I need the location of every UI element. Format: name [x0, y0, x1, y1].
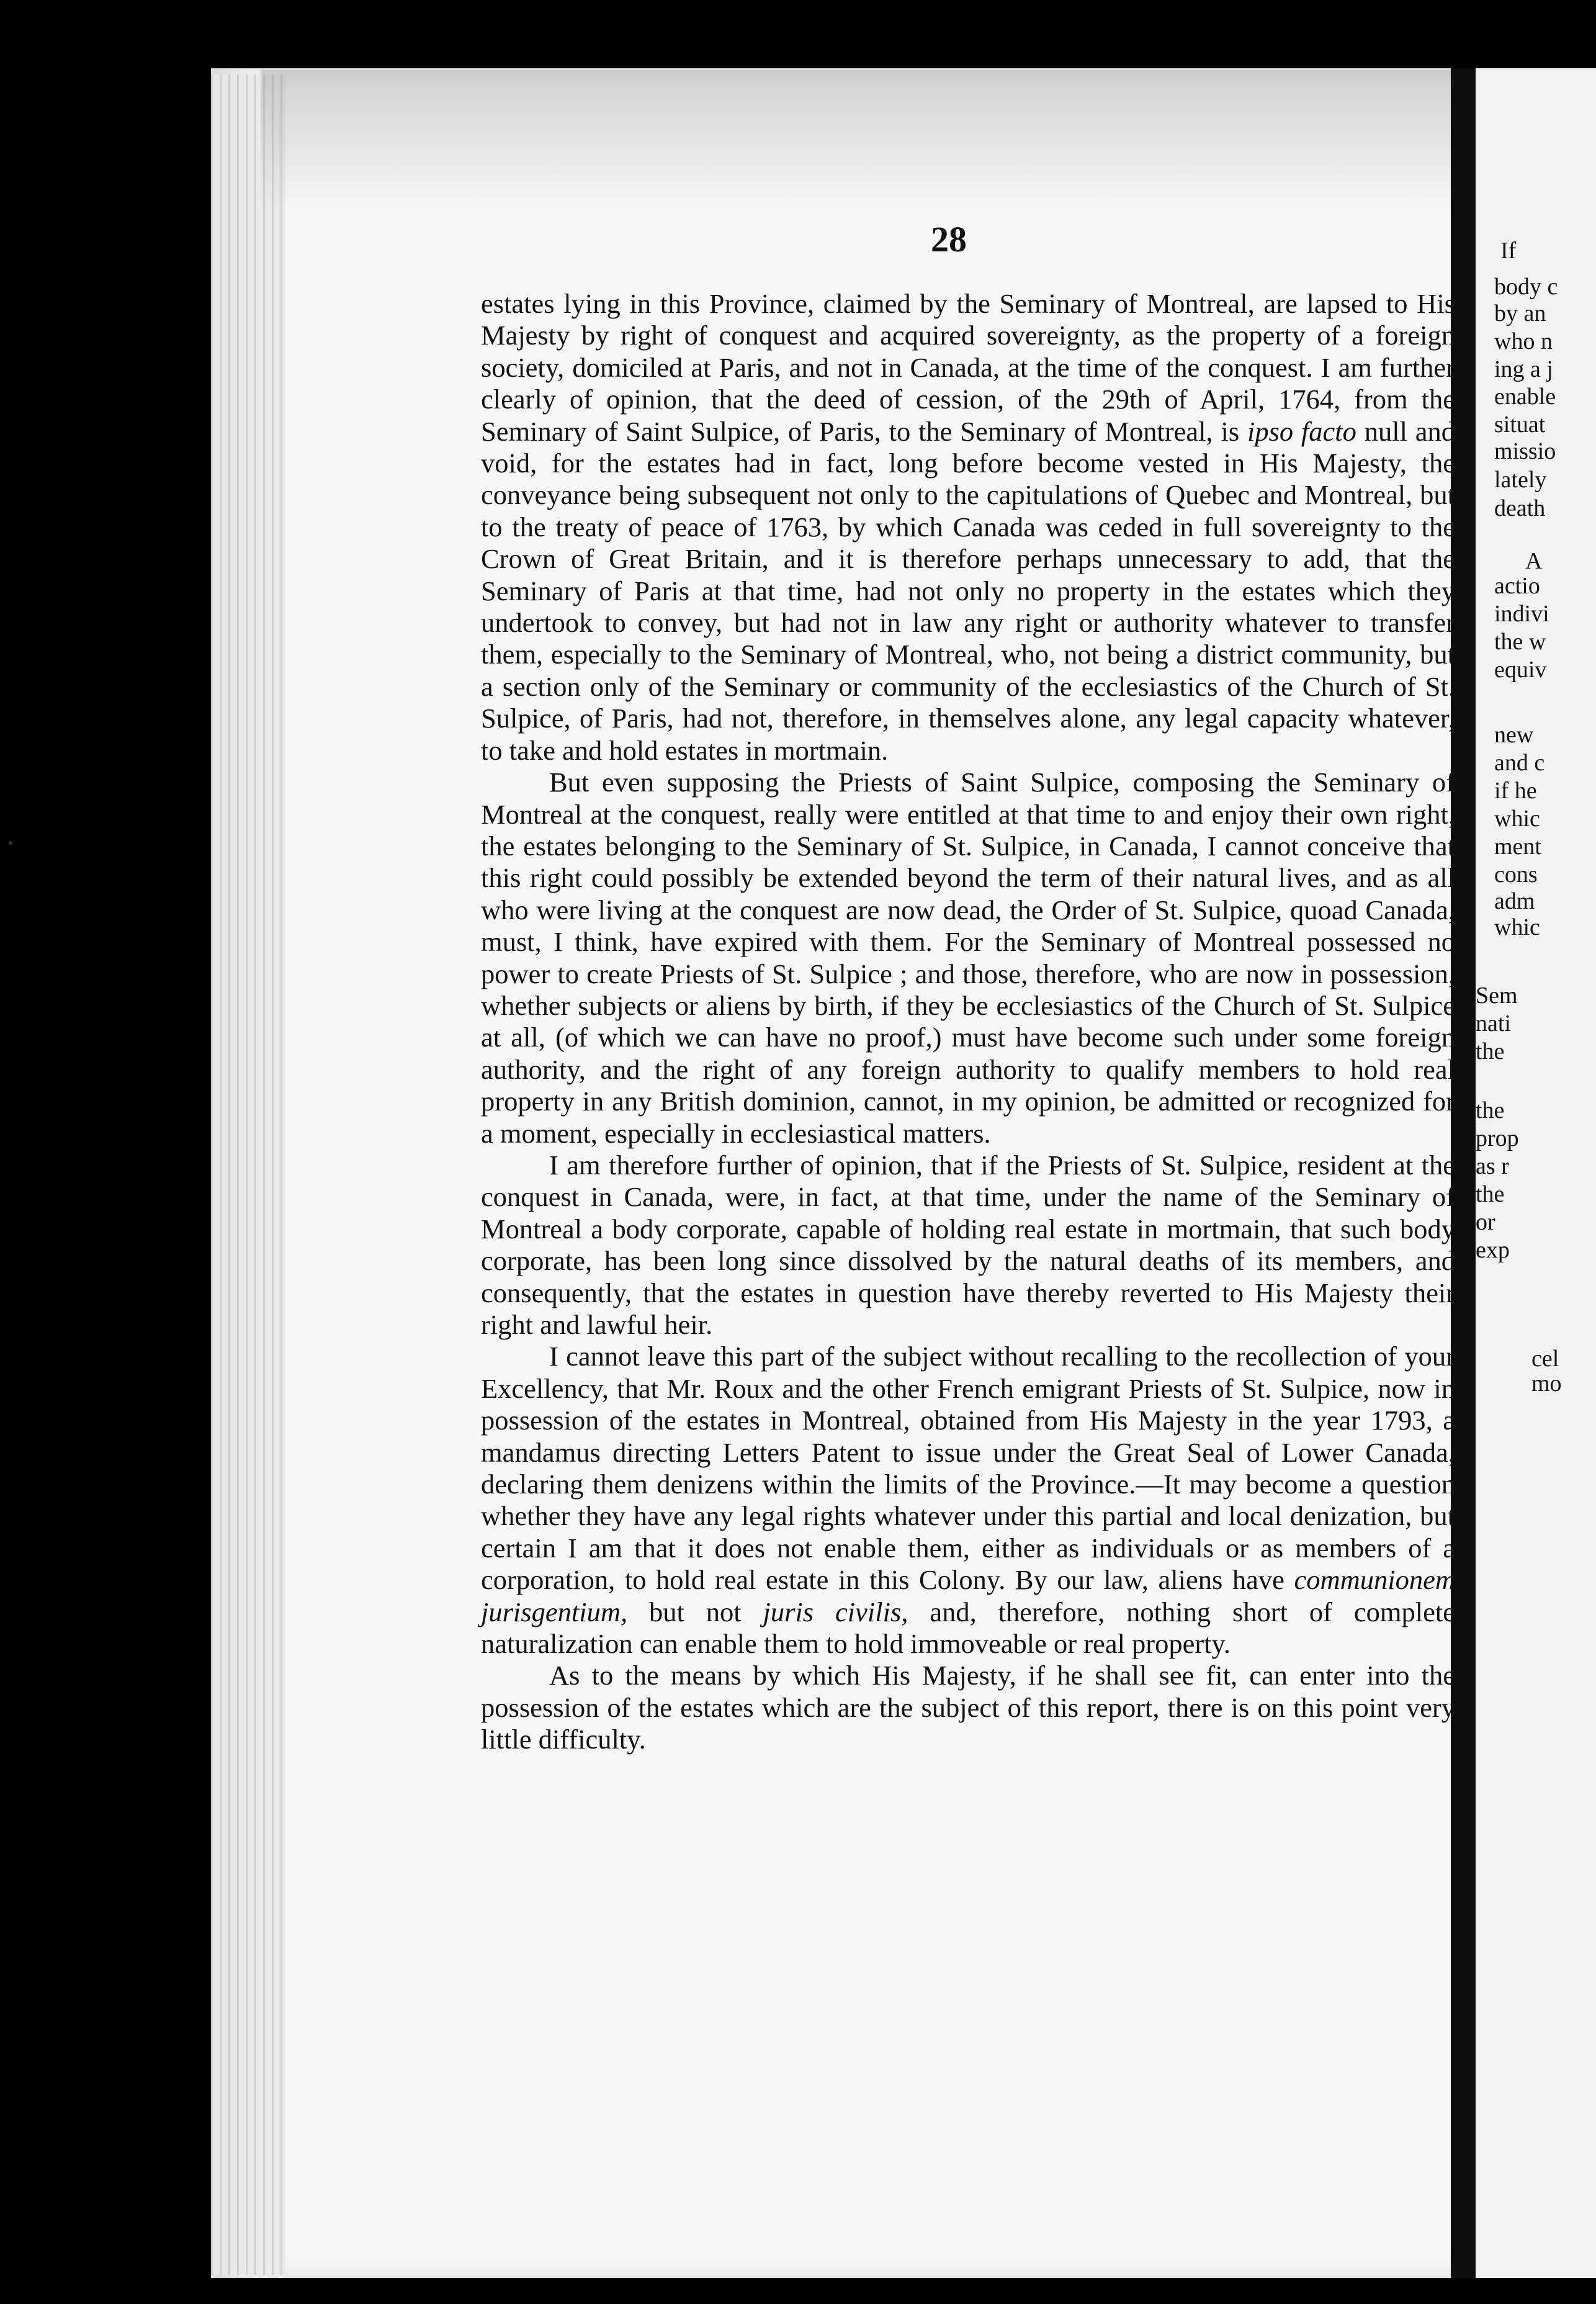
text-run: I cannot leave this part of the subject without recalling to the recollection of your Excellency, that Mr. Roux and the other French emigrant Priests of St. Sulpice, now in possession of the estates in Montreal, obtained from His Majesty in the year 1793, a mandamus directing Letters Patent to issue under the Great Seal of Lower Canada, declaring them denizens within the limits of the Province.—It may become a question whether they have any legal rights whatever under this partial and local denization, but certain I am that it does not enable them, either as individuals or as members of a corporation, to hold real estate in this Colony. By our law, aliens have — [481, 1341, 1455, 1596]
italic-run: ipso facto — [1247, 415, 1356, 447]
italic-run: juris civilis, — [763, 1596, 908, 1627]
text-run: I am therefore further of opinion, that if the Priests of St. Sulpice, resident at the conquest in Canada, were, in fact, at that time, under the name of the Seminary of Montreal a body corporate, capable of holding real estate in mortmain, that such body corporate, has been long since dissolved by the natural deaths of its members, and consequently, that the estates in question have thereby reverted to His Majesty their right and lawful heir. — [481, 1149, 1455, 1340]
text-run: estates lying in this Province, claimed by the Seminary of Montreal, are lapsed to His Majesty by right of conquest and acquired sovereignty, as the property of a foreign society, domiciled at Paris, and not in Canada, at the time of the conquest. I am further clearly of opinion, that the deed of cession, of the 29th of April, 1764, from the Seminary of Saint Sulpice, of Paris, to the Seminary of Montreal, is — [481, 288, 1455, 447]
facing-page-fragment: as r — [1476, 1153, 1509, 1179]
facing-page-fragment: or — [1476, 1209, 1495, 1235]
page-number: 28 — [931, 219, 967, 259]
facing-page-fragment: nati — [1476, 1010, 1511, 1037]
text-run: null and void, for the estates had in fact, long before become vested in His Majesty, the conveyance being subsequent not only to the capitulations of Quebec and Montreal, but to the treaty of peace of 1763, by which Canada was ceded in full sovereignty to the Crown of Great Britain, and it is therefore perhaps unnecessary to add, that the Seminary of Paris at that time, had not only no property in the estates which they undertook to convey, but had not in law any right or authority whatever to transfer them, especially to the Seminary of Montreal, who, not being a district community, but a section only of the Seminary or community of the ecclesiastics of the Church of St. Sulpice, of Paris, had not, therefore, in themselves alone, any legal capacity whatever, to take and hold estates in mortmain. — [481, 415, 1455, 766]
facing-page-fragment: lately — [1494, 467, 1547, 493]
facing-page-fragment: A — [1525, 548, 1543, 574]
facing-page-fragment: prop — [1476, 1125, 1519, 1151]
facing-page-fragment: indivi — [1494, 601, 1549, 627]
facing-page-fragment: ment — [1494, 834, 1541, 860]
text-run: and, therefore, nothing short of complete naturalization can enable them to hold immoveable or real property. — [481, 1596, 1455, 1660]
facing-page-fragment: equiv — [1494, 657, 1547, 683]
text-run: But even supposing the Priests of Saint Sulpice, composing the Seminary of Montreal at the conquest, really were entitled at that time to and enjoy their own right, the estates belonging to the Seminary of St. Sulpice, in Canada, I cannot conceive that this right could possibly be extended beyond the term of their natural lives, and as all who were living at the conquest are now dead, the Order of St. Sulpice, quoad Canada, must, I think, have expired with them. For the Seminary of Montreal possessed no power to create Priests of St. Sulpice ; and those, therefore, who are now in possession, whether subjects or aliens by birth, if they be ecclesiastics of the Church of St. Sulpice at all, (of which we can have no proof,) must have become such under some foreign authority, and the right of any foreign authority to qualify members to hold real property in any British dominion, cannot, in my opinion, be admitted or recognized for a moment, especially in ecclesiastical matters. — [481, 767, 1455, 1149]
facing-page-fragment: whic — [1494, 806, 1540, 832]
facing-page-fragment: the w — [1494, 629, 1546, 655]
facing-page-fragment: death — [1494, 495, 1546, 521]
facing-page-fragment: body c — [1494, 274, 1558, 300]
paragraph — [481, 1660, 1455, 1755]
paragraph — [481, 767, 1455, 1150]
paragraph — [481, 1341, 1455, 1660]
facing-page-fragment: adm — [1494, 888, 1535, 914]
facing-page-fragment: actio — [1494, 573, 1540, 599]
facing-page-fragment: new — [1494, 722, 1534, 748]
page-top-shadow — [261, 70, 1452, 212]
facing-page-fragment: missio — [1494, 438, 1556, 464]
paragraph — [481, 288, 1455, 767]
facing-page-fragment: the — [1476, 1097, 1505, 1123]
facing-page-fragment: ing a j — [1494, 356, 1553, 382]
facing-page-fragment: who n — [1494, 328, 1553, 354]
facing-page — [1476, 68, 1596, 2278]
facing-page-fragment: cons — [1494, 862, 1538, 888]
text-run: but not — [627, 1596, 763, 1627]
facing-page-fragment: Sem — [1476, 983, 1518, 1009]
facing-page-fragment: enable — [1494, 384, 1556, 410]
italic-run: communionem jurisgentium, — [481, 1564, 1455, 1627]
body-text — [481, 288, 1455, 1756]
paragraph — [481, 1150, 1455, 1341]
facing-page-fragment: exp — [1476, 1237, 1510, 1263]
facing-page-fragment: if he — [1494, 778, 1537, 804]
facing-page-fragment: the — [1476, 1181, 1505, 1207]
page-edge-stack — [211, 74, 285, 2275]
facing-page-fragment: and c — [1494, 750, 1545, 776]
facing-page-fragment: mo — [1531, 1370, 1562, 1397]
facing-page-fragment: whic — [1494, 914, 1540, 940]
facing-page-fragment: cel — [1531, 1346, 1559, 1372]
facing-page-fragment: If — [1500, 238, 1517, 264]
scan-speck — [9, 841, 12, 845]
facing-page-fragment: by an — [1494, 300, 1546, 326]
facing-page-fragment: situat — [1494, 412, 1546, 438]
text-run: As to the means by which His Majesty, if he shall see fit, can enter into the possession of the estates which are the subject of this report, there is on this point very little difficulty. — [481, 1660, 1455, 1755]
facing-page-fragment: the — [1476, 1038, 1505, 1064]
